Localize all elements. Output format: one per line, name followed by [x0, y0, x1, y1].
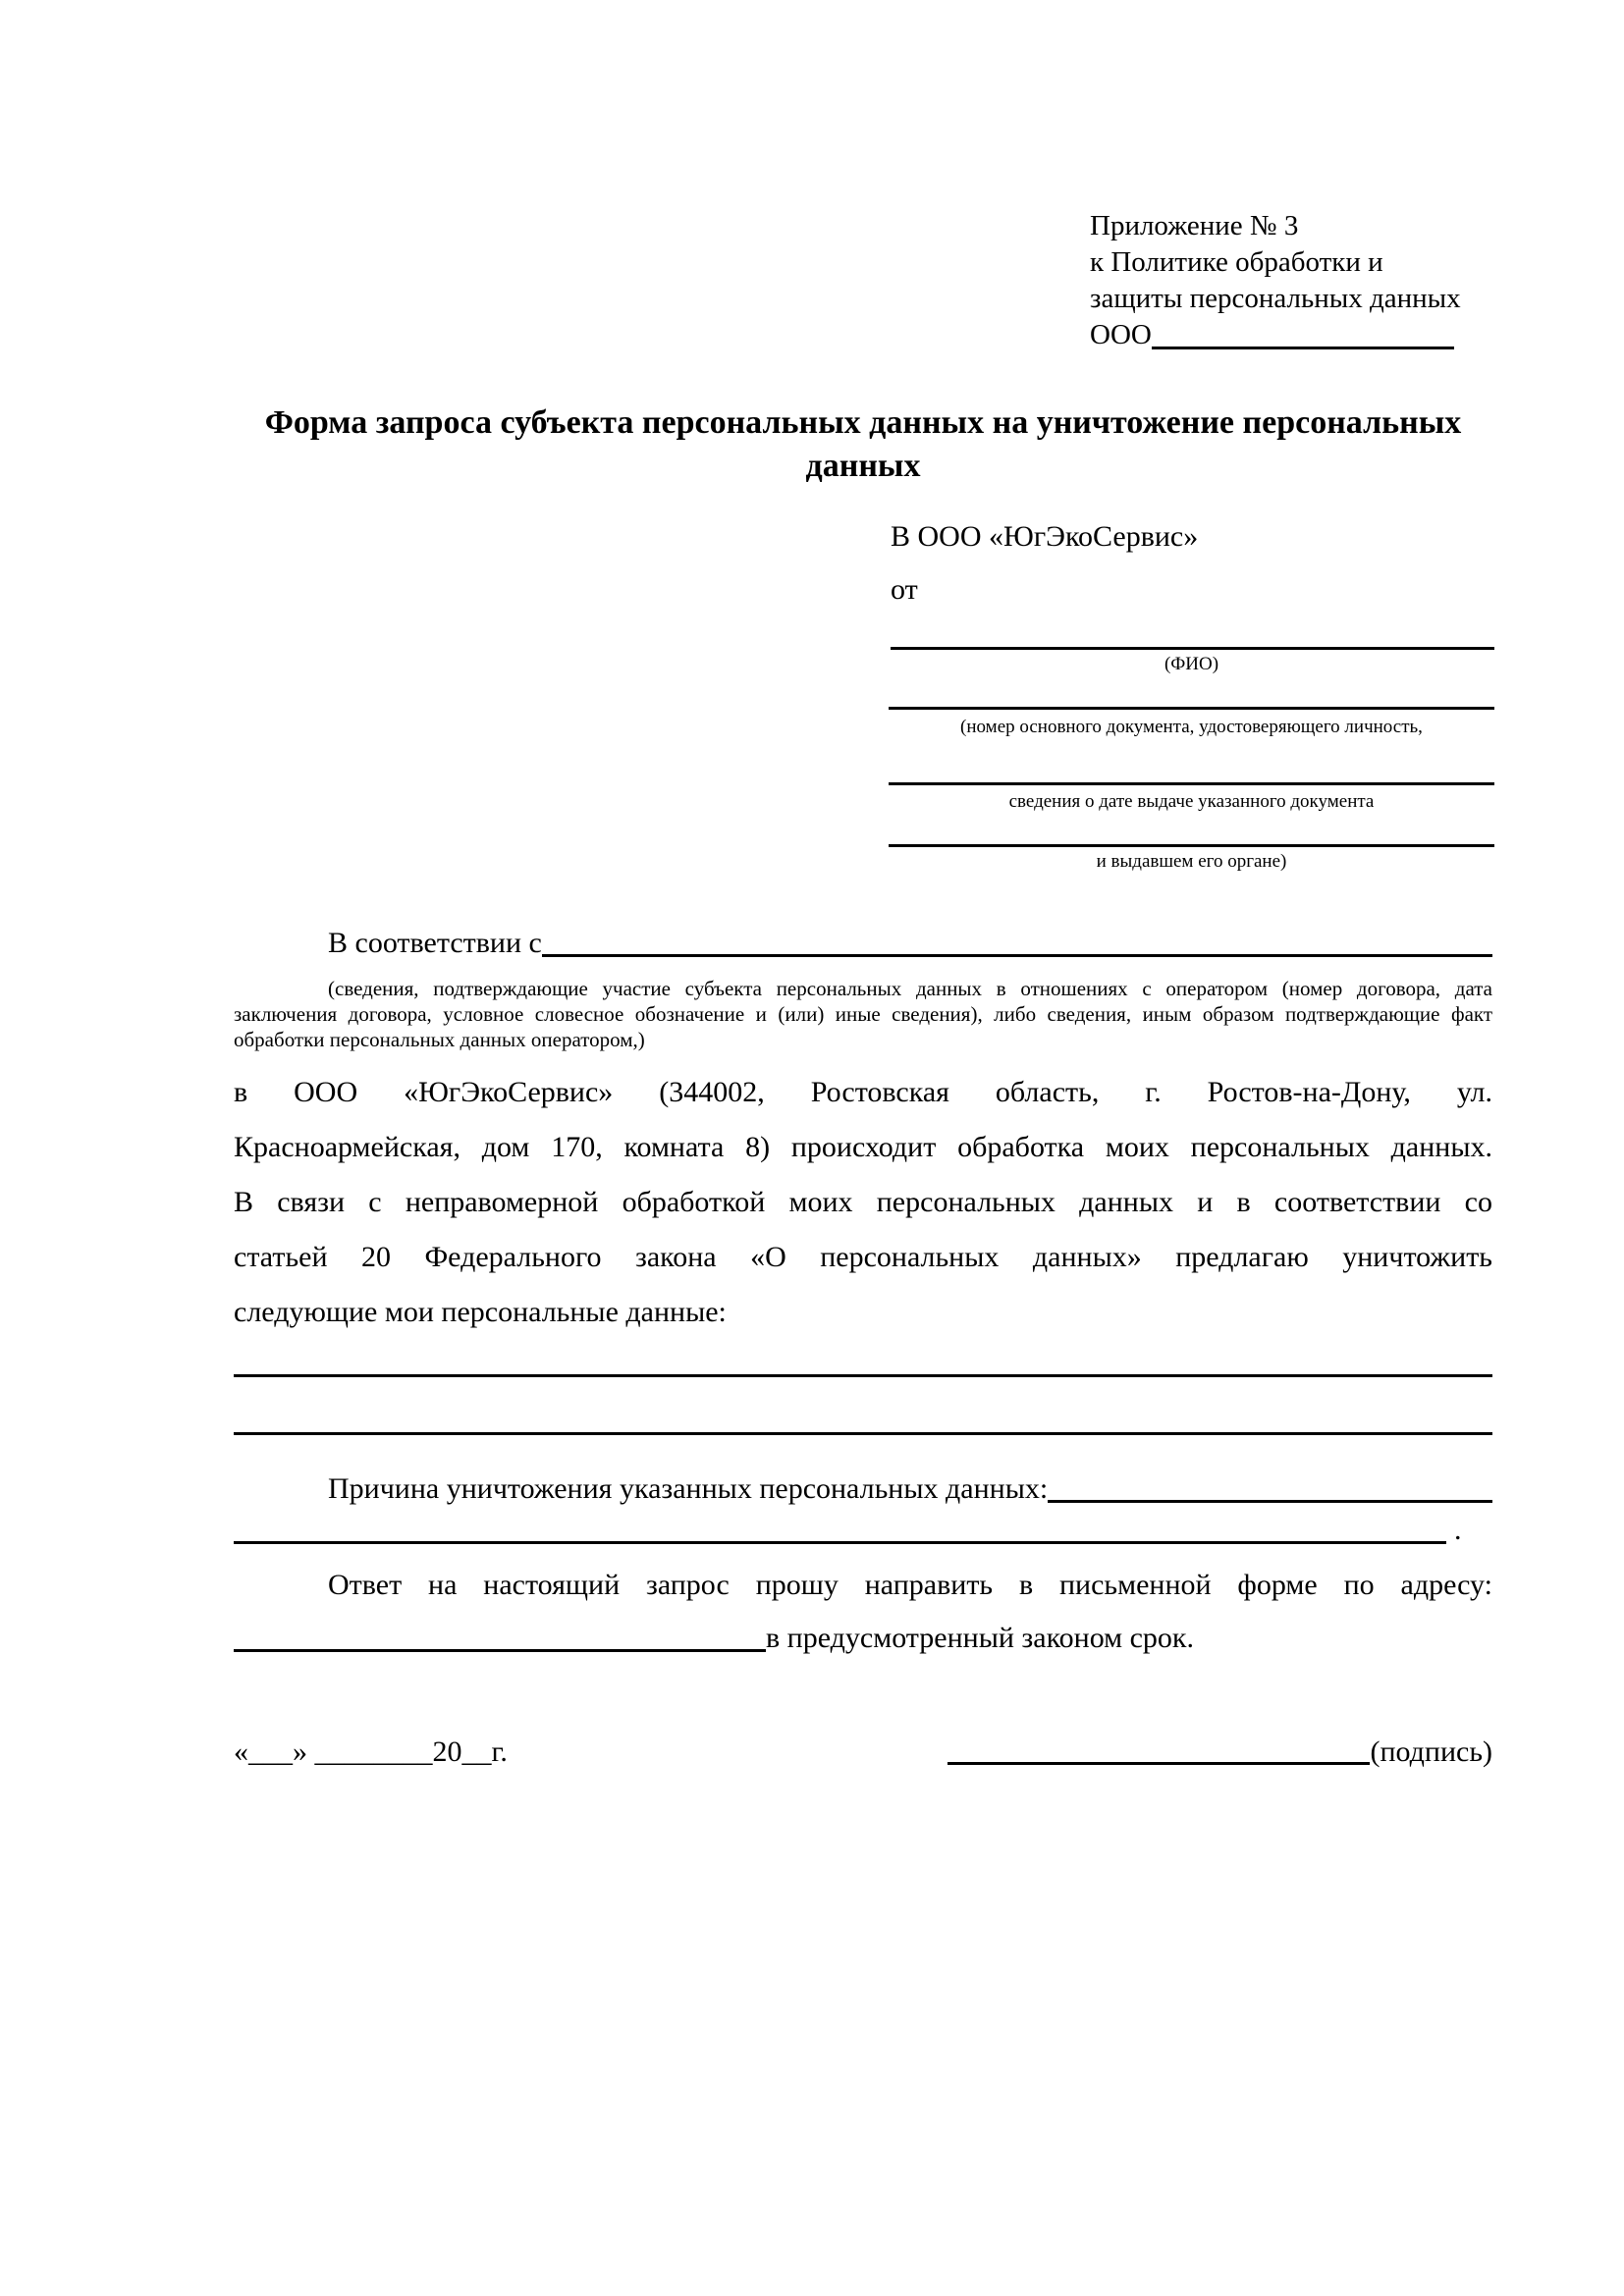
fio-caption: (ФИО) [1164, 654, 1219, 674]
note-line-3: обработки персональных данных оператором,) [234, 1028, 645, 1051]
org-line [1090, 317, 1461, 353]
document-issue-date-blank-line [889, 782, 1494, 785]
address-blank [234, 1622, 766, 1652]
footer-row [234, 1735, 1492, 1769]
reason-continuation-row [234, 1514, 1492, 1547]
appendix-number: Приложение № 3 [1090, 210, 1299, 241]
body-line-2: Красноармейская, дом 170, комната 8) происходит обработка моих персональных данных. [234, 1131, 1492, 1163]
reason-continuation-blank [234, 1514, 1446, 1544]
reason-period: . [1454, 1514, 1462, 1546]
accordance-lead: В соответствии с [328, 927, 542, 959]
answer-line: Ответ на настоящий запрос прошу направить в письменной форме по адресу: [328, 1569, 1492, 1601]
fio-blank-line [891, 647, 1494, 650]
body-line-4: статьей 20 Федерального закона «О персональных данных» предлагаю уничтожить [234, 1241, 1492, 1273]
document-issuer-caption: и выдавшем его органе) [1096, 851, 1287, 872]
address-row [234, 1622, 1492, 1655]
appendix-policy-line-2: защиты персональных данных [1090, 283, 1461, 314]
body-line-5: следующие мои персональные данные: [234, 1296, 727, 1328]
document-number-caption: (номер основного документа, удостоверяющего личность, [960, 717, 1423, 737]
accordance-note [234, 976, 1492, 1052]
org-label: ООО [1090, 319, 1152, 350]
document-issuer-blank-line [889, 844, 1494, 847]
answer-tail: в предусмотренный законом срок. [766, 1622, 1194, 1654]
document-title: Форма запроса субъекта персональных данных на уничтожение персональных данных [264, 404, 1462, 484]
recipient-to: В ООО «ЮгЭкоСервис» [891, 520, 1199, 553]
note-line-1: (сведения, подтверждающие участие субъекта персональных данных в отношениях с оператором (номер договора, дата [328, 977, 1492, 1000]
document-issue-date-caption: сведения о дате выдаче указанного документа [1008, 791, 1375, 812]
org-name-blank [1152, 347, 1454, 349]
reason-row [234, 1472, 1492, 1506]
signature-caption: (подпись) [1370, 1735, 1492, 1768]
reason-label: Причина уничтожения указанных персональных данных: [328, 1472, 1049, 1505]
main-paragraph [234, 1065, 1492, 1340]
note-line-2: заключения договора, условное словесное обозначение и (или) иные сведения), либо сведения, иным образом подтверждающие факт [234, 1002, 1492, 1026]
accordance-blank [542, 927, 1492, 957]
appendix-header [1090, 208, 1461, 353]
personal-data-blank-line-2 [234, 1432, 1492, 1435]
signature-blank [947, 1762, 1370, 1765]
personal-data-blank-line-1 [234, 1374, 1492, 1377]
appendix-policy-line: к Политике обработки и [1090, 246, 1383, 278]
reason-blank [1048, 1472, 1492, 1503]
accordance-row [234, 927, 1492, 960]
body-line-1: в ООО «ЮгЭкоСервис» (344002, Ростовская область, г. Ростов-на-Дону, ул. [234, 1076, 1492, 1108]
body-line-3: В связи с неправомерной обработкой моих персональных данных и в соответствии со [234, 1186, 1492, 1218]
recipient-from-label: от [891, 573, 918, 606]
signature-row [947, 1735, 1492, 1769]
document-number-blank-line [889, 707, 1494, 710]
date-line: «___» ________20__г. [234, 1735, 508, 1768]
